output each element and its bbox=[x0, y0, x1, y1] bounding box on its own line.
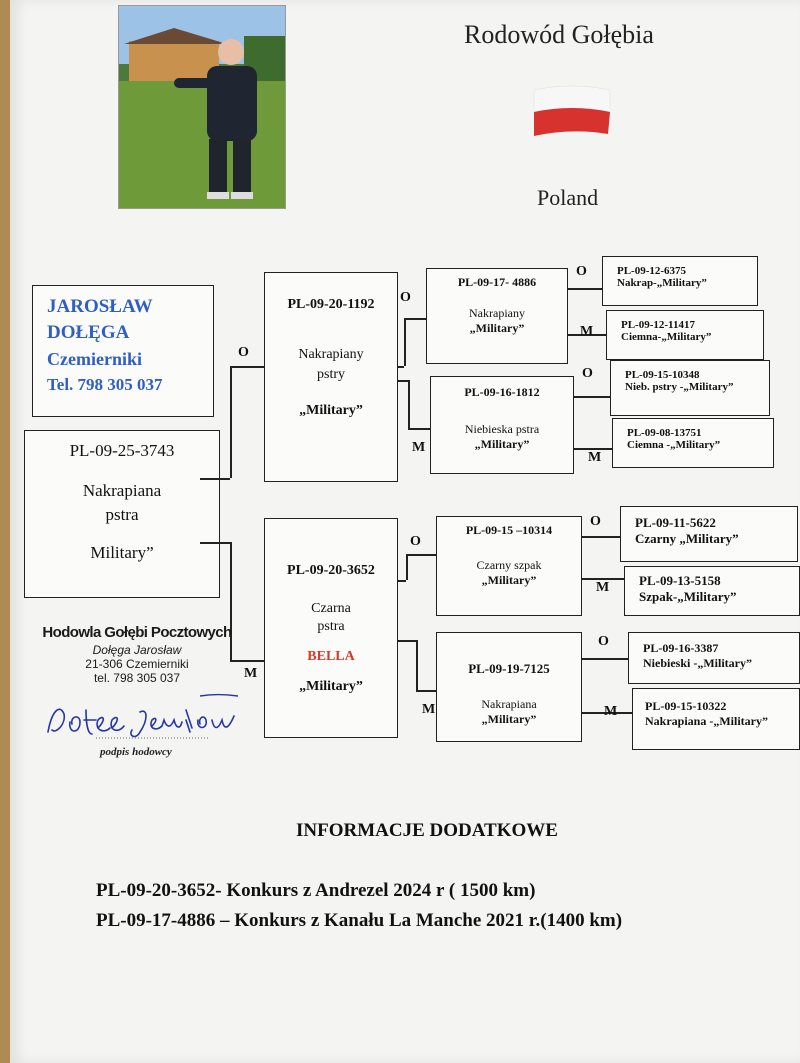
mother-marker: M bbox=[412, 440, 426, 455]
country-label: Poland bbox=[537, 185, 599, 210]
gg-8-ring: PL-09-15-10322 bbox=[645, 699, 727, 713]
mother-marker: M bbox=[604, 704, 618, 719]
father-marker: O bbox=[590, 514, 601, 529]
owner-box bbox=[32, 285, 214, 417]
mf-ring: PL-09-15 –10314 bbox=[465, 523, 553, 537]
father-marker: O bbox=[576, 264, 587, 279]
connector-line bbox=[398, 366, 404, 368]
gg-2-desc: Ciemna-„Military” bbox=[621, 331, 712, 343]
connector-line bbox=[568, 288, 602, 290]
mother-desc-2: pstra bbox=[317, 619, 345, 634]
gg-box-4 bbox=[612, 418, 774, 468]
father-box bbox=[264, 272, 398, 482]
gg-box-5 bbox=[620, 506, 798, 562]
connector-line bbox=[398, 380, 408, 382]
father-desc-3: „Military” bbox=[299, 403, 363, 418]
page-title: Rodowód Gołębia bbox=[464, 20, 654, 49]
gg-box-7 bbox=[628, 632, 800, 684]
owner-first-name: JAROSŁAW bbox=[47, 296, 153, 317]
owner-town: Czemierniki bbox=[47, 349, 142, 369]
pedigree-sheet bbox=[10, 0, 800, 1063]
connector-line bbox=[200, 478, 230, 480]
mf-desc-2: „Military” bbox=[481, 573, 537, 587]
gg-box-8 bbox=[632, 688, 800, 750]
connector-line bbox=[408, 428, 430, 430]
gg-box-3 bbox=[610, 360, 770, 416]
gg-6-desc: Szpak-„Military” bbox=[639, 589, 737, 604]
connector-line bbox=[408, 380, 410, 428]
connector-line bbox=[582, 658, 628, 660]
stamp-line-3: 21-306 Czemierniki bbox=[85, 657, 189, 671]
gg-4-desc: Ciemna -„Military” bbox=[627, 439, 721, 451]
father-ring: PL-09-20-1192 bbox=[287, 297, 375, 312]
gg-2-ring: PL-09-12-11417 bbox=[621, 319, 695, 331]
pigeon-ring: PL-09-25-3743 bbox=[69, 441, 175, 460]
info-line-2: PL-09-17-4886 – Konkurs z Kanału La Manche 2021 r.(1400 km) bbox=[96, 910, 623, 931]
connector-line bbox=[416, 640, 418, 690]
ff-desc-2: „Military” bbox=[469, 321, 525, 335]
gg-box-1 bbox=[602, 256, 758, 306]
mother-marker: M bbox=[580, 324, 594, 339]
ff-box bbox=[426, 268, 568, 364]
gg-1-ring: PL-09-12-6375 bbox=[617, 265, 687, 277]
gg-box-6 bbox=[624, 566, 800, 616]
signature-caption: podpis hodowcy bbox=[100, 746, 172, 758]
mother-marker: M bbox=[596, 580, 610, 595]
connector-line bbox=[406, 554, 436, 556]
connector-line bbox=[404, 318, 426, 320]
pigeon-desc-1: Nakrapiana bbox=[82, 481, 162, 500]
fm-ring: PL-09-16-1812 bbox=[464, 385, 540, 399]
pigeon-desc-2: pstra bbox=[105, 505, 139, 524]
mother-desc-1: Czarna bbox=[311, 601, 351, 616]
poland-flag-icon bbox=[532, 84, 612, 143]
mother-marker: M bbox=[244, 666, 258, 681]
connector-line bbox=[574, 396, 610, 398]
connector-line bbox=[406, 554, 408, 580]
mm-box bbox=[436, 632, 582, 742]
gg-5-ring: PL-09-11-5622 bbox=[635, 515, 716, 530]
stamp-line-2: Dołęga Jarosław bbox=[92, 643, 182, 657]
connector-line bbox=[200, 542, 230, 544]
gg-8-desc: Nakrapiana -„Military” bbox=[645, 714, 768, 728]
connector-line bbox=[230, 366, 264, 368]
gg-7-ring: PL-09-16-3387 bbox=[643, 641, 719, 655]
owner-last-name: DOŁĘGA bbox=[47, 322, 130, 343]
ff-ring: PL-09-17- 4886 bbox=[457, 275, 537, 289]
father-desc-2: pstry bbox=[317, 367, 345, 382]
connector-line bbox=[416, 690, 436, 692]
gg-6-ring: PL-09-13-5158 bbox=[639, 573, 721, 588]
breeder-stamp bbox=[34, 624, 240, 685]
father-marker: O bbox=[238, 345, 249, 360]
father-marker: O bbox=[598, 634, 609, 649]
mother-marker: M bbox=[422, 702, 436, 717]
breeder-photo bbox=[118, 5, 286, 209]
fm-desc-1: Niebieska pstra bbox=[464, 422, 540, 436]
connector-line bbox=[398, 580, 406, 582]
connector-line bbox=[398, 640, 416, 642]
mother-name: BELLA bbox=[307, 649, 355, 664]
mm-ring: PL-09-19-7125 bbox=[468, 661, 550, 676]
stamp-line-1: Hodowla Gołębi Pocztowych bbox=[42, 624, 232, 641]
father-marker: O bbox=[410, 534, 421, 549]
mf-box bbox=[436, 516, 582, 616]
gg-3-desc: Nieb. pstry -„Military” bbox=[625, 381, 734, 393]
father-desc-1: Nakrapiany bbox=[298, 347, 364, 362]
fm-box bbox=[430, 376, 574, 474]
gg-5-desc: Czarny „Military” bbox=[635, 531, 739, 546]
gg-7-desc: Niebieski -„Military” bbox=[643, 656, 752, 670]
mother-ring: PL-09-20-3652 bbox=[287, 563, 375, 578]
father-marker: O bbox=[582, 366, 593, 381]
mm-desc-2: „Military” bbox=[481, 712, 537, 726]
gg-3-ring: PL-09-15-10348 bbox=[625, 369, 700, 381]
connector-line bbox=[582, 536, 620, 538]
connector-line bbox=[404, 318, 406, 366]
fm-desc-2: „Military” bbox=[474, 437, 530, 451]
stamp-line-4: tel. 798 305 037 bbox=[93, 671, 181, 685]
gg-1-desc: Nakrap-„Military” bbox=[617, 277, 707, 289]
gg-box-2 bbox=[606, 310, 764, 360]
mm-desc-1: Nakrapiana bbox=[481, 697, 537, 711]
father-marker: O bbox=[400, 290, 411, 305]
info-line-1: PL-09-20-3652- Konkurs z Andrezel 2024 r ( 1500 km) bbox=[96, 880, 536, 901]
pigeon-box bbox=[24, 430, 220, 598]
mf-desc-1: Czarny szpak bbox=[476, 558, 542, 572]
mother-marker: M bbox=[588, 450, 602, 465]
mother-desc-3: „Military” bbox=[299, 679, 363, 694]
ff-desc-1: Nakrapiany bbox=[469, 306, 525, 320]
mother-box bbox=[264, 518, 398, 738]
pigeon-desc-3: Military” bbox=[90, 543, 154, 562]
gg-4-ring: PL-09-08-13751 bbox=[627, 427, 702, 439]
owner-phone: Tel. 798 305 037 bbox=[47, 375, 163, 394]
connector-line bbox=[230, 366, 232, 478]
info-heading: INFORMACJE DODATKOWE bbox=[296, 820, 558, 841]
